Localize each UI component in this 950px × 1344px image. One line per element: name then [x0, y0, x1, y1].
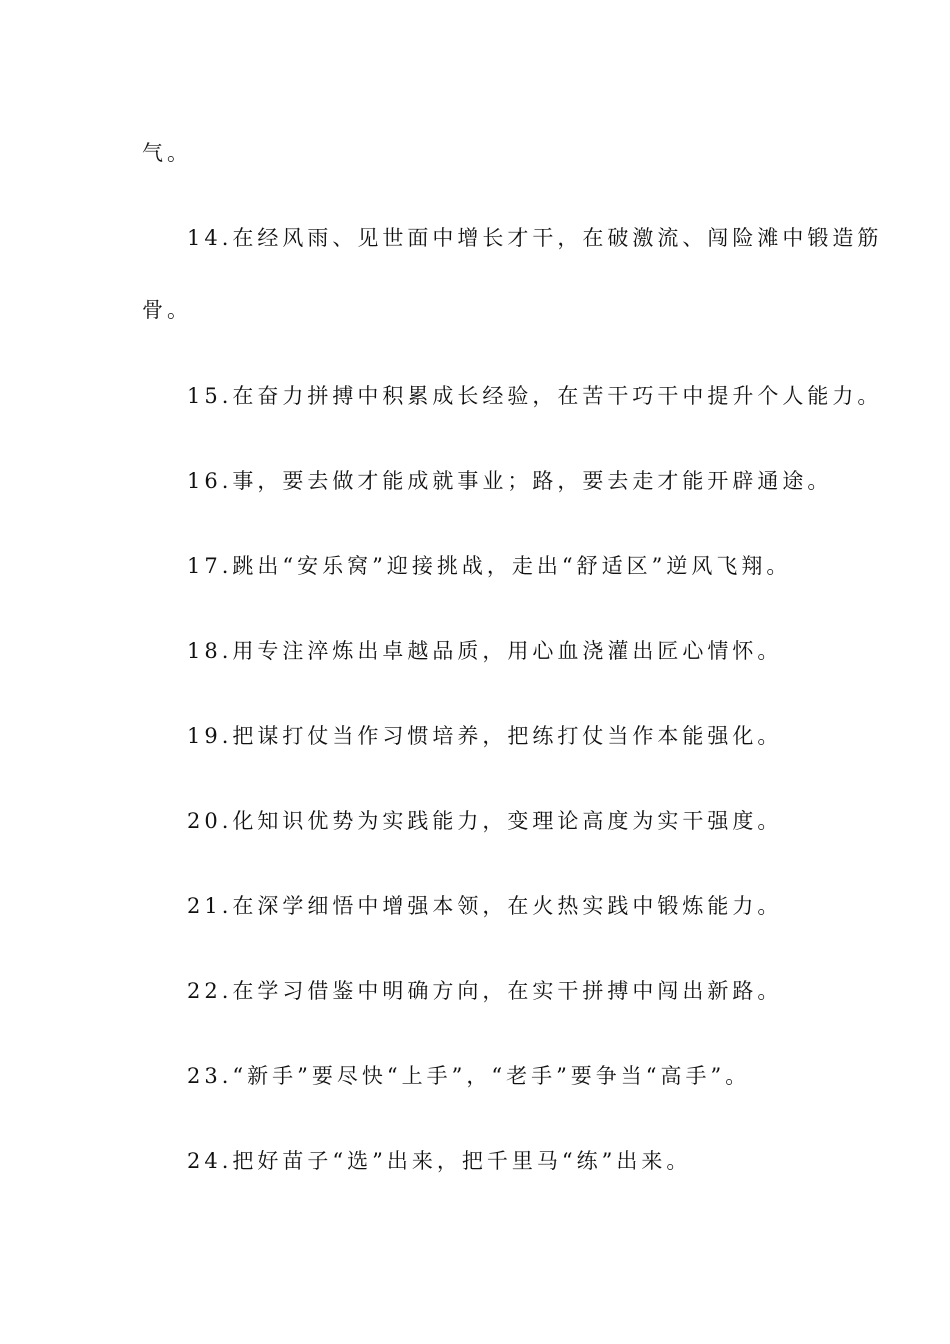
text-line-continuation: 气。 — [142, 141, 192, 165]
text-line-item-21: 21.在深学细悟中增强本领，在火热实践中锻炼能力。 — [187, 894, 783, 918]
text-line-continuation: 骨。 — [142, 298, 192, 322]
text-line-item-22: 22.在学习借鉴中明确方向，在实干拼搏中闯出新路。 — [187, 979, 783, 1003]
text-line-item-14: 14.在经风雨、见世面中增长才干，在破激流、闯险滩中锻造筋 — [187, 226, 883, 250]
text-line-item-17: 17.跳出“安乐窝”迎接挑战，走出“舒适区”逆风飞翔。 — [187, 554, 792, 578]
text-line-item-18: 18.用专注淬炼出卓越品质，用心血浇灌出匠心情怀。 — [187, 639, 783, 663]
text-line-item-16: 16.事，要去做才能成就事业；路，要去走才能开辟通途。 — [187, 469, 833, 493]
text-line-item-19: 19.把谋打仗当作习惯培养，把练打仗当作本能强化。 — [187, 724, 783, 748]
text-line-item-23: 23.“新手”要尽快“上手”，“老手”要争当“高手”。 — [187, 1064, 751, 1088]
text-line-item-15: 15.在奋力拼搏中积累成长经验，在苦干巧干中提升个人能力。 — [187, 384, 883, 408]
text-line-item-24: 24.把好苗子“选”出来，把千里马“练”出来。 — [187, 1149, 692, 1173]
text-line-item-20: 20.化知识优势为实践能力，变理论高度为实干强度。 — [187, 809, 783, 833]
